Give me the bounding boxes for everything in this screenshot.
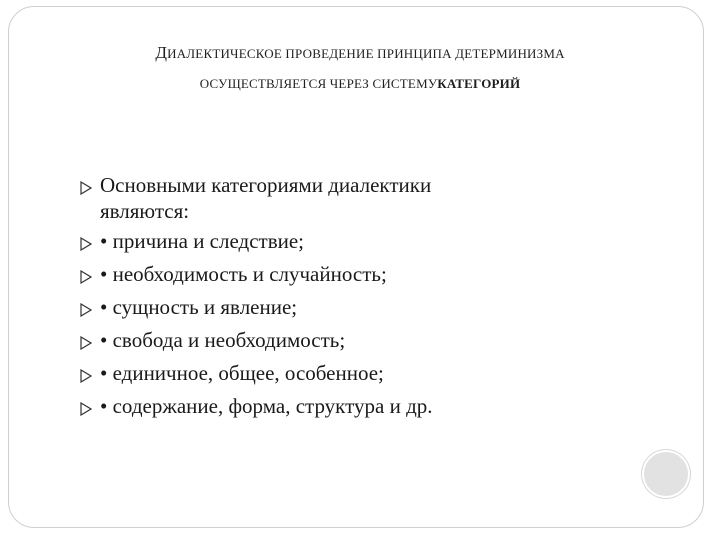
list-item [80,261,680,287]
title-line-1-text: ИАЛЕКТИЧЕСКОЕ ПРОВЕДЕНИЕ ПРИНЦИПА ДЕТЕРМИНИЗМА [167,46,565,61]
title-initial-cap: Д [155,43,168,62]
list-item-text: Основными категориями диалектики [100,173,432,197]
hollow-chevron-icon [80,264,92,278]
list-item-text: • содержание, форма, структура и др. [100,394,433,418]
list-item [80,327,680,353]
slide-title [30,38,690,99]
hollow-chevron-icon [80,297,92,311]
list-item [80,172,680,224]
list-item [80,228,680,254]
list-item-text: • необходимость и случайность; [100,262,387,286]
list-item-text: • причина и следствие; [100,229,305,253]
list-item-text: • свобода и необходимость; [100,328,346,352]
list-item [80,360,680,386]
hollow-chevron-icon [80,396,92,410]
title-line-2-bold: КАТЕГОРИЙ [437,76,521,91]
hollow-chevron-icon [80,363,92,377]
circle-button[interactable] [642,450,690,498]
list-item-text-continued: являются: [100,199,190,223]
title-line-2 [30,69,690,99]
list-item-text: • сущность и явление; [100,295,298,319]
list-item-text: • единичное, общее, особенное; [100,361,384,385]
list-item [80,393,680,419]
title-line-1 [30,38,690,69]
hollow-chevron-icon [80,175,92,189]
list-item [80,294,680,320]
title-line-2-text: ОСУЩЕСТВЛЯЕТСЯ ЧЕРЕЗ СИСТЕМУ [199,76,438,91]
bullet-list [80,172,680,426]
hollow-chevron-icon [80,330,92,344]
hollow-chevron-icon [80,231,92,245]
